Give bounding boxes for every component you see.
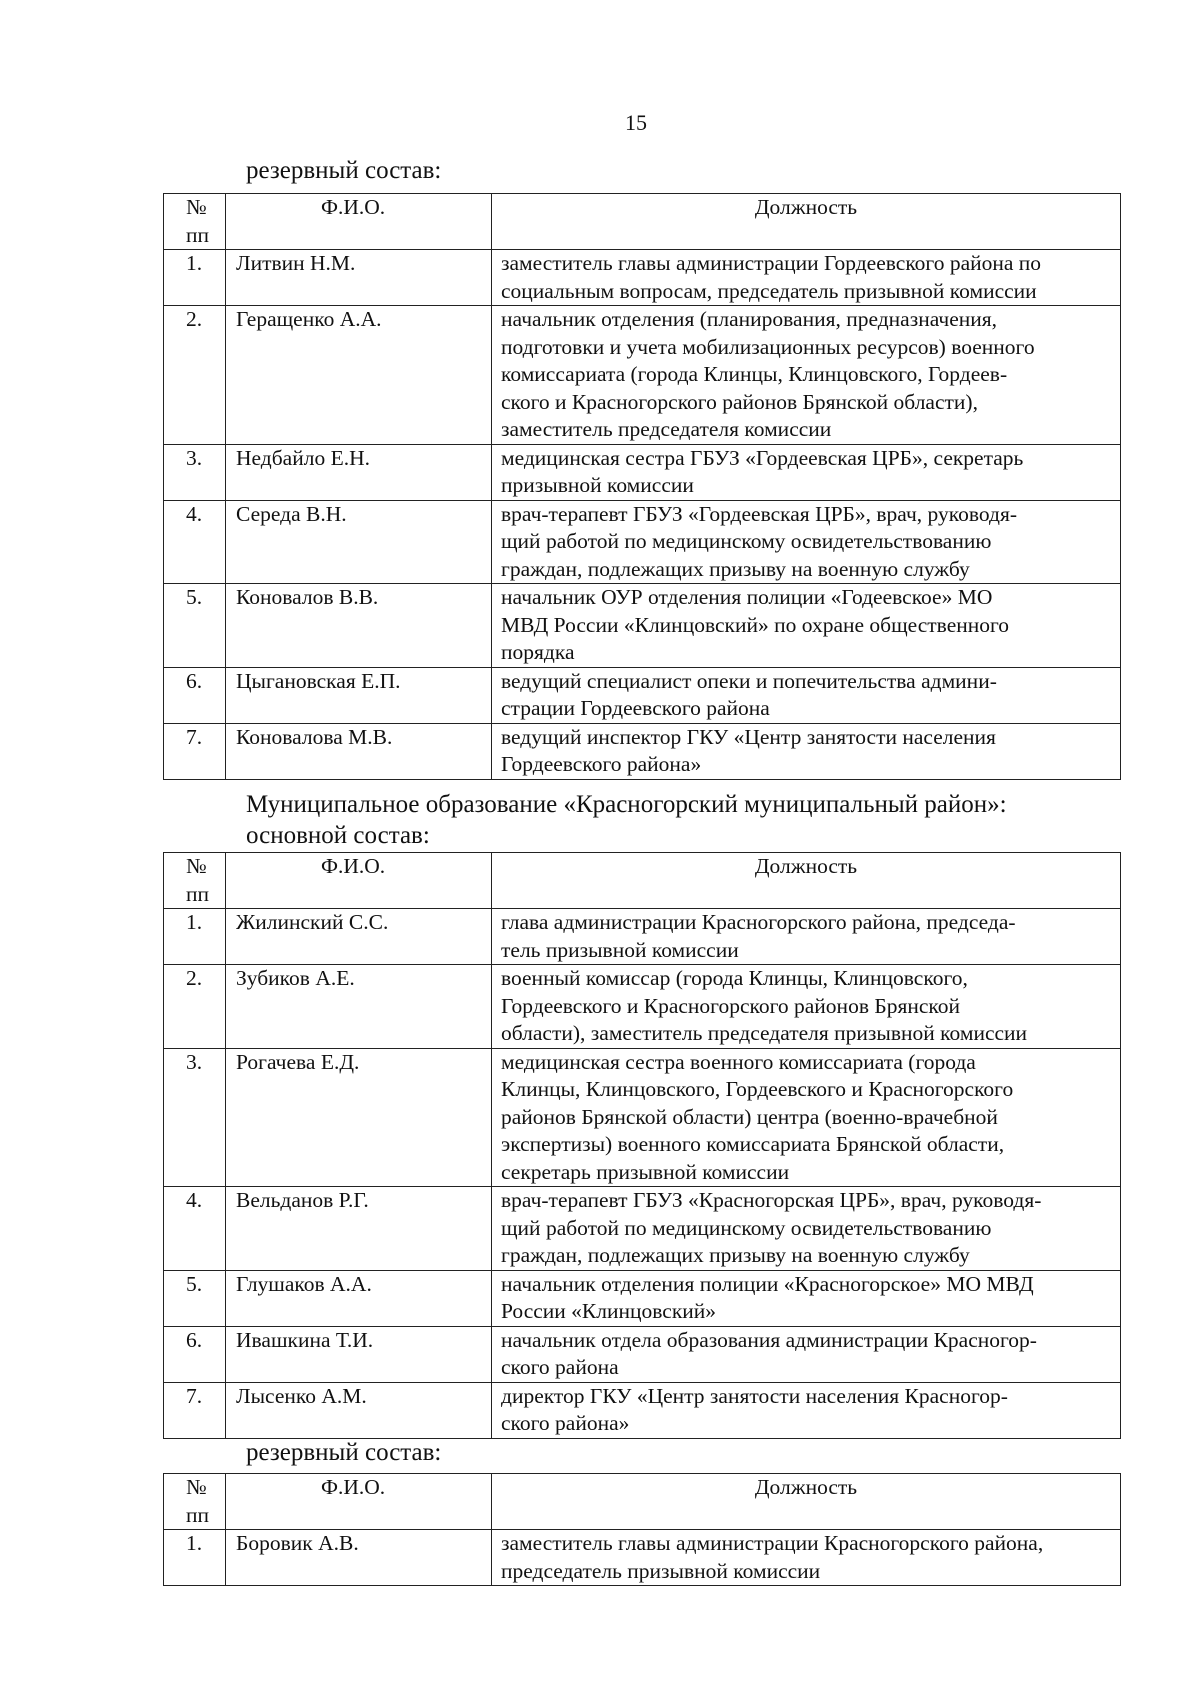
person-name: Середа В.Н. (226, 500, 492, 584)
position-line: начальник ОУР отделения полиции «Годеевское» МО (501, 585, 993, 609)
table-header-row (164, 853, 1121, 909)
position-line: начальник отдела образования администрации Красногор- (501, 1327, 1037, 1352)
position-line: медицинская сестра ГБУЗ «Гордеевская ЦРБ», секретарь (501, 445, 1024, 470)
header-num-label: № (186, 195, 207, 219)
person-name: Ивашкина Т.И. (226, 1326, 492, 1382)
header-num-cell (164, 1474, 226, 1530)
section-heading: резервный состав: (246, 157, 442, 184)
position-description (492, 667, 1121, 723)
position-description (492, 584, 1121, 668)
table-row (164, 1326, 1121, 1382)
table-row (164, 306, 1121, 445)
table-row (164, 500, 1121, 584)
person-name: Геращенко А.А. (226, 306, 492, 445)
header-name-cell: Ф.И.О. (226, 194, 492, 250)
position-line: врач-терапевт ГБУЗ «Красногорская ЦРБ», врач, руководя- (501, 1188, 1042, 1212)
person-name: Коновалов В.В. (226, 584, 492, 668)
table-row (164, 1530, 1121, 1586)
position-line: Гордеевского и Красногорского районов Брянской (501, 993, 960, 1018)
row-number: 3. (164, 1048, 226, 1187)
position-line: социальным вопросам, председатель призывной комиссии (501, 278, 1037, 303)
row-number: 2. (164, 965, 226, 1049)
position-line: медицинская сестра военного комиссариата (города (501, 1049, 976, 1074)
position-line: заместитель главы администрации Гордеевского района по (501, 251, 1042, 275)
position-line: тель призывной комиссии (501, 937, 739, 962)
table-row (164, 909, 1121, 965)
person-name: Лысенко А.М. (226, 1382, 492, 1438)
header-position-cell: Должность (492, 853, 1121, 909)
roster-table (163, 852, 1121, 1439)
position-description (492, 723, 1121, 779)
header-num-cell (164, 194, 226, 250)
position-line: начальник отделения (планирования, предназначения, (501, 307, 998, 331)
position-line: ского района (501, 1355, 619, 1379)
position-description (492, 1187, 1121, 1271)
row-number: 2. (164, 306, 226, 445)
position-line: районов Брянской области) центра (военно-врачебной (501, 1104, 998, 1129)
position-line: экспертизы) военного комиссариата Брянской области, (501, 1132, 1005, 1156)
person-name: Рогачева Е.Д. (226, 1048, 492, 1187)
row-number: 1. (164, 909, 226, 965)
row-number: 5. (164, 584, 226, 668)
section-subheading: основной состав: (246, 822, 430, 849)
position-line: военный комиссар (города Клинцы, Клинцовского, (501, 966, 968, 990)
header-num-sublabel: пп (186, 881, 210, 906)
table-header-row (164, 1474, 1121, 1530)
row-number: 1. (164, 250, 226, 306)
position-description (492, 500, 1121, 584)
position-description (492, 1382, 1121, 1438)
table-row (164, 1048, 1121, 1187)
position-description (492, 444, 1121, 500)
table-row (164, 584, 1121, 668)
row-number: 4. (164, 1187, 226, 1271)
section-heading: резервный состав: (246, 1439, 442, 1466)
position-line: комиссариата (города Клинцы, Клинцовского, Гордеев- (501, 362, 1008, 386)
position-description (492, 1326, 1121, 1382)
position-description (492, 306, 1121, 445)
table-row (164, 1270, 1121, 1326)
person-name: Цыгановская Е.П. (226, 667, 492, 723)
table-row (164, 250, 1121, 306)
position-line: ского и Красногорского районов Брянской области), (501, 389, 978, 414)
position-line: директор ГКУ «Центр занятости населения Красногор- (501, 1383, 1008, 1408)
person-name: Жилинский С.С. (226, 909, 492, 965)
position-line: начальник отделения полиции «Красногорское» МО МВД (501, 1271, 1034, 1296)
person-name: Глушаков А.А. (226, 1270, 492, 1326)
section-heading: Муниципальное образование «Красногорский муниципальный район»: (246, 791, 1007, 818)
position-line: граждан, подлежащих призыву на военную службу (501, 1243, 970, 1267)
row-number: 1. (164, 1530, 226, 1586)
position-line: заместитель главы администрации Красногорского района, (501, 1531, 1044, 1555)
position-line: секретарь призывной комиссии (501, 1159, 790, 1184)
row-number: 7. (164, 723, 226, 779)
roster-table (163, 193, 1121, 780)
position-line: Клинцы, Клинцовского, Гордеевского и Красногорского (501, 1077, 1014, 1101)
position-line: порядка (501, 640, 575, 664)
person-name: Вельданов Р.Г. (226, 1187, 492, 1271)
person-name: Коновалова М.В. (226, 723, 492, 779)
position-description (492, 965, 1121, 1049)
table-row (164, 1382, 1121, 1438)
person-name: Недбайло Е.Н. (226, 444, 492, 500)
position-line: ведущий инспектор ГКУ «Центр занятости населения (501, 724, 996, 749)
position-description (492, 250, 1121, 306)
position-line: ведущий специалист опеки и попечительства админи- (501, 668, 997, 693)
table-row (164, 444, 1121, 500)
position-description (492, 1270, 1121, 1326)
header-num-sublabel: пп (186, 1502, 210, 1527)
position-description (492, 1048, 1121, 1187)
position-line: МВД России «Клинцовский» по охране общественного (501, 612, 1010, 637)
person-name: Зубиков А.Е. (226, 965, 492, 1049)
table-row (164, 723, 1121, 779)
page-number: 15 (625, 110, 647, 135)
position-line: призывной комиссии (501, 473, 694, 497)
position-line: заместитель председателя комиссии (501, 417, 832, 441)
table-header-row (164, 194, 1121, 250)
position-line: России «Клинцовский» (501, 1299, 717, 1323)
position-line: Гордеевского района» (501, 752, 702, 776)
row-number: 6. (164, 667, 226, 723)
row-number: 3. (164, 444, 226, 500)
person-name: Боровик А.В. (226, 1530, 492, 1586)
header-name-cell: Ф.И.О. (226, 1474, 492, 1530)
row-number: 5. (164, 1270, 226, 1326)
position-line: глава администрации Красногорского района, председа- (501, 910, 1016, 934)
header-num-label: № (186, 854, 207, 878)
header-num-cell (164, 853, 226, 909)
row-number: 7. (164, 1382, 226, 1438)
header-name-cell: Ф.И.О. (226, 853, 492, 909)
person-name: Литвин Н.М. (226, 250, 492, 306)
position-description (492, 1530, 1121, 1586)
position-line: области), заместитель председателя призывной комиссии (501, 1021, 1028, 1045)
header-num-label: № (186, 1475, 207, 1499)
position-line: страции Гордеевского района (501, 696, 770, 720)
table-row (164, 965, 1121, 1049)
roster-table (163, 1473, 1121, 1586)
header-position-cell: Должность (492, 194, 1121, 250)
position-line: подготовки и учета мобилизационных ресурсов) военного (501, 334, 1035, 359)
position-line: врач-терапевт ГБУЗ «Гордеевская ЦРБ», врач, руководя- (501, 501, 1017, 526)
position-line: ского района» (501, 1411, 630, 1435)
header-num-sublabel: пп (186, 222, 210, 247)
row-number: 6. (164, 1326, 226, 1382)
position-line: председатель призывной комиссии (501, 1558, 821, 1583)
row-number: 4. (164, 500, 226, 584)
position-line: граждан, подлежащих призыву на военную службу (501, 556, 970, 581)
position-line: щий работой по медицинскому освидетельствованию (501, 529, 992, 553)
position-line: щий работой по медицинскому освидетельствованию (501, 1215, 992, 1240)
table-row (164, 1187, 1121, 1271)
position-description (492, 909, 1121, 965)
table-row (164, 667, 1121, 723)
header-position-cell: Должность (492, 1474, 1121, 1530)
